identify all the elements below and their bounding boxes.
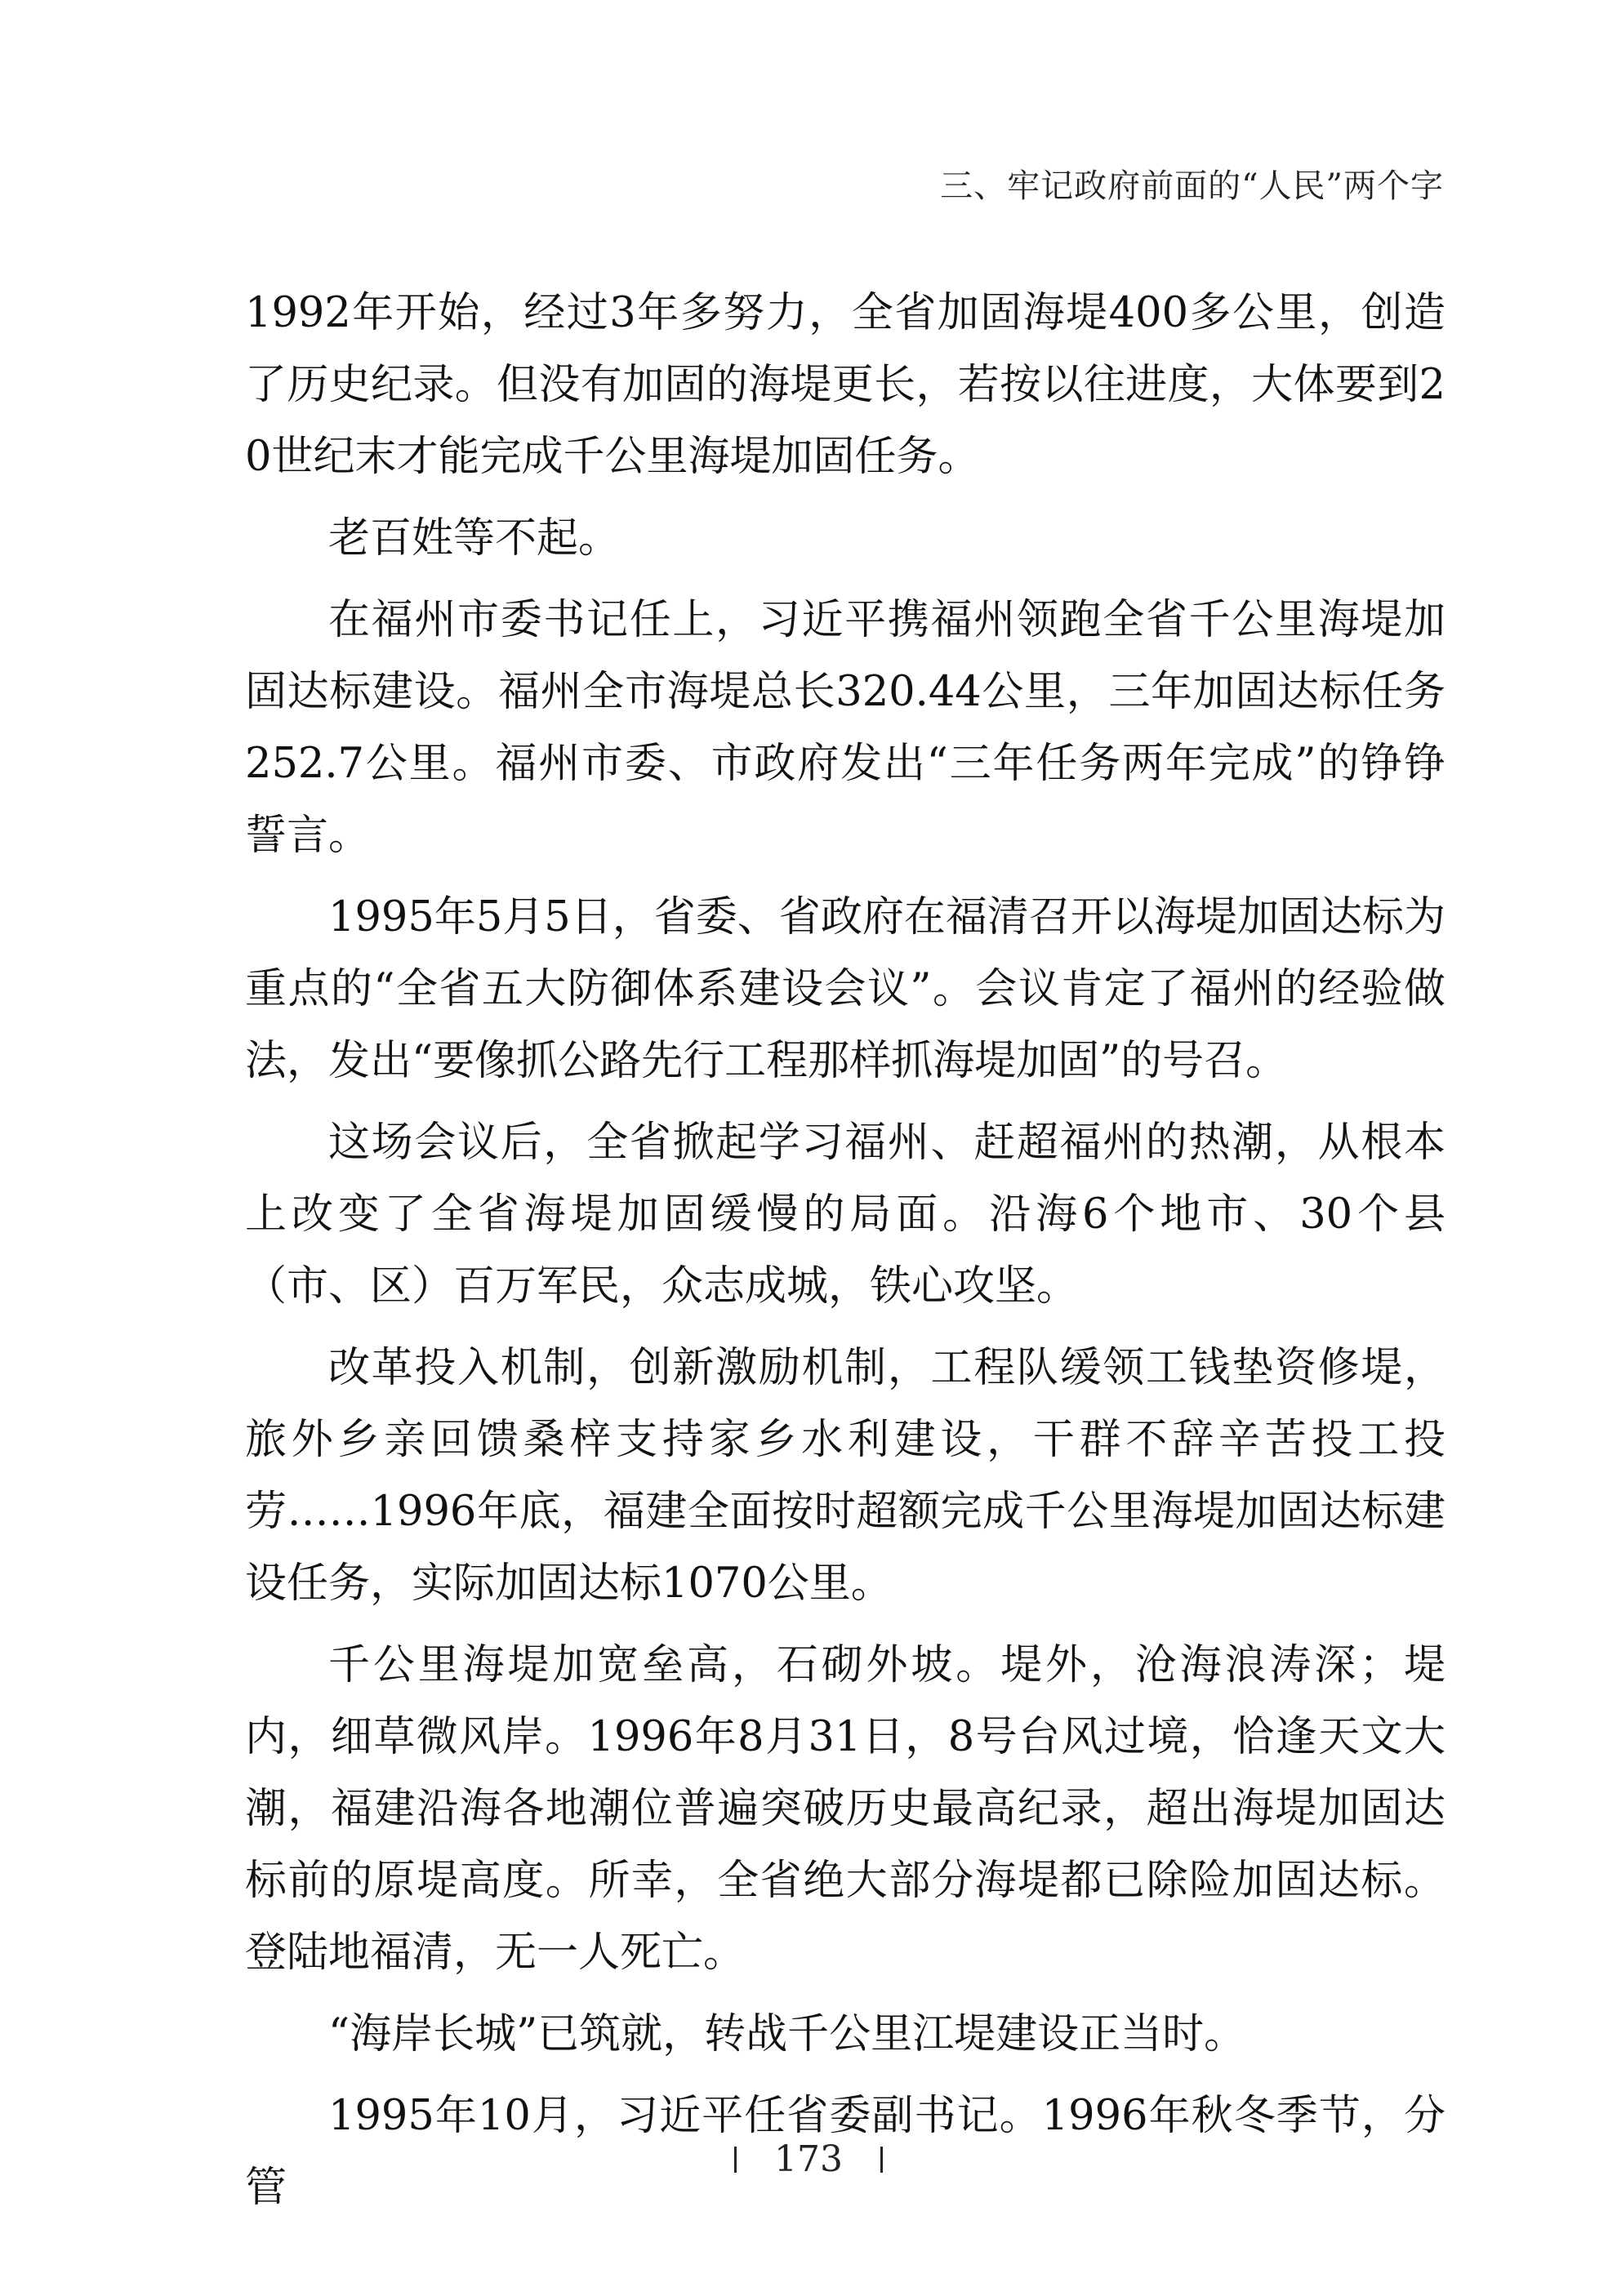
paragraph: 老百姓等不起。 xyxy=(328,514,621,563)
paragraph: “海岸长城”已筑就，转战千公里江堤建设正当时。 xyxy=(328,2010,1246,2058)
body-text xyxy=(245,278,1446,2224)
right-rule xyxy=(880,2147,883,2173)
paragraph: 千公里海堤加宽垒高，石砌外坡。堤外，沧海浪涛深；堤内，细草微风岸。1996年8月31日，8号台风过境，恰逢天文大潮，福建沿海各地潮位普遍突破历史最高纪录，超出海堤加固达标前的原堤高度。所幸，全省绝大部分海堤都已除险加固达标。登陆地福清，无一人死亡。 xyxy=(245,1641,1446,1977)
paragraph: 1995年5月5日，省委、省政府在福清召开以海堤加固达标为重点的“全省五大防御体系建设会议”。会议肯定了福州的经验做法，发出“要像抓公路先行工程那样抓海堤加固”的号召。 xyxy=(245,893,1446,1085)
paragraph: 改革投入机制，创新激励机制，工程队缓领工钱垫资修堤，旅外乡亲回馈桑梓支持家乡水利建设，干群不辞辛苦投工投劳……1996年底，福建全面按时超额完成千公里海堤加固达标建设任务，实际加固达标1070公里。 xyxy=(245,1344,1446,1608)
paragraph: 这场会议后，全省掀起学习福州、赶超福州的热潮，从根本上改变了全省海堤加固缓慢的局面。沿海6个地市、30个县（市、区）百万军民，众志成城，铁心攻坚。 xyxy=(245,1119,1446,1310)
paragraph: 1992年开始，经过3年多努力，全省加固海堤400多公里，创造了历史纪录。但没有加固的海堤更长，若按以往进度，大体要到20世纪末才能完成千公里海堤加固任务。 xyxy=(245,289,1446,481)
paragraph: 在福州市委书记任上，习近平携福州领跑全省千公里海堤加固达标建设。福州全市海堤总长320.44公里，三年加固达标任务252.7公里。福州市委、市政府发出“三年任务两年完成”的铮铮誓言。 xyxy=(245,596,1446,860)
left-rule xyxy=(734,2147,737,2173)
running-head: 三、牢记政府前面的“人民”两个字 xyxy=(940,167,1444,205)
page-number: 173 xyxy=(774,2138,843,2180)
paragraph: 1995年10月，习近平任省委副书记。1996年秋冬季节，分管 xyxy=(245,2092,1446,2212)
page-footer xyxy=(0,2136,1617,2180)
